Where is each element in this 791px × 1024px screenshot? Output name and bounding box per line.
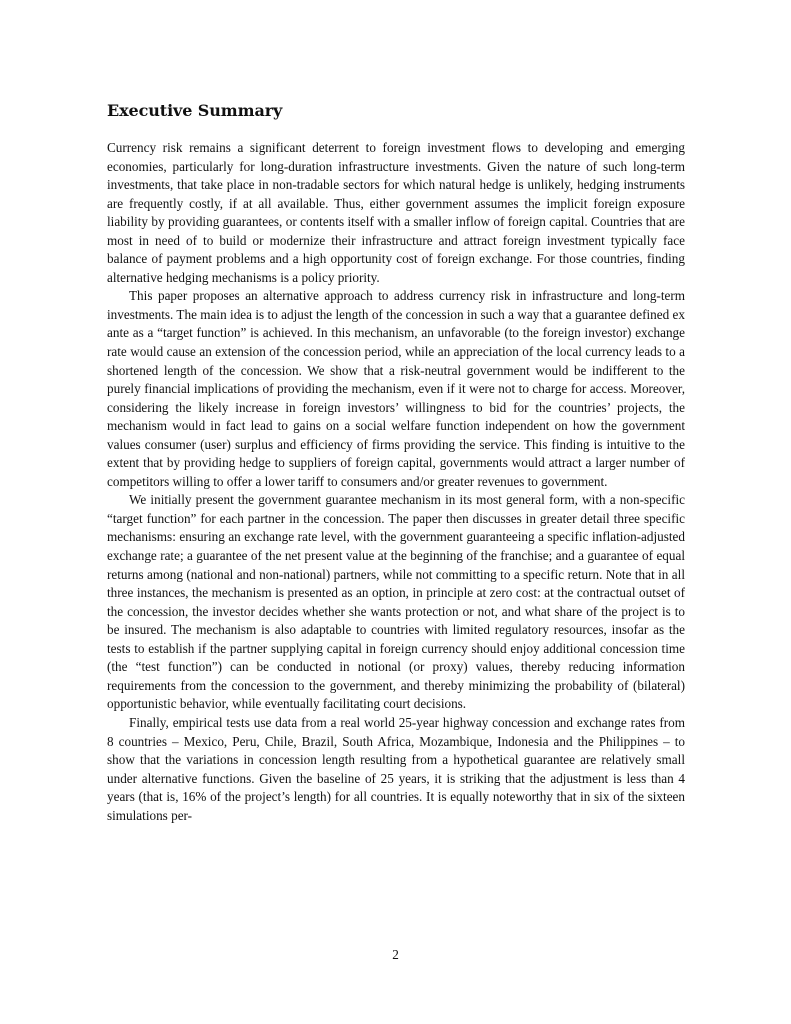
- paragraph-2: This paper proposes an alternative approach to address currency risk in infrastructure and long-term investments. The main idea is to adjust the length of the concession in such a way that a guarantee defined ex ante as a “target function” is achieved. In this mechanism, an unfavorable (to the foreign investor) exchange rate would cause an extension of the concession period, while an appreciation of the local currency leads to a shortened length of the concession. We show that a risk-neutral government would be indifferent to the purely financial implications of providing the mechanism, even if it were not to charge for access. Moreover, considering the likely increase in foreign investors’ willingness to bid for the countries’ projects, the mechanism would in fact lead to gains on a social welfare function independent on how the government values consumer (user) surplus and efficiency of firms providing the service. This finding is intuitive to the extent that by providing hedge to suppliers of foreign capital, governments would attract a larger number of competitors willing to offer a lower tariff to consumers and/or greater revenues to government.: [107, 288, 685, 489]
- paragraph-4: Finally, empirical tests use data from a real world 25-year highway concession and exchange rates from 8 countries – Mexico, Peru, Chile, Brazil, South Africa, Mozambique, Indonesia and the Philippines – to show that the variations in concession length resulting from a hypothetical guarantee are relatively small under alternative functions. Given the baseline of 25 years, it is striking that the adjustment is less than 4 years (that is, 16% of the project’s length) for all countries. It is equally noteworthy that in six of the sixteen simulations per-: [107, 714, 685, 823]
- page-number: 2: [392, 947, 399, 962]
- paragraph-1: Currency risk remains a significant deterrent to foreign investment flows to developing and emerging economies, particularly for long-duration infrastructure investments. Given the nature of such long-term investments, that take place in non-tradable sectors for which natural hedge is unlikely, hedging instruments are frequently costly, if at all available. Thus, either government assumes the implicit foreign exposure liability by providing guarantees, or contents itself with a smaller inflow of foreign capital. Countries that are most in need of to build or modernize their infrastructure and attract foreign investment typically face balance of payment problems and a high opportunity cost of foreign exchange. For those countries, finding alternative hedging mechanisms is a policy priority.: [107, 140, 685, 285]
- section-title: Executive Summary: [107, 101, 283, 120]
- page-body: [107, 101, 685, 825]
- paragraph-3: We initially present the government guarantee mechanism in its most general form, with a non-specific “target function” for each partner in the concession. The paper then discusses in greater detail three specific mechanisms: ensuring an exchange rate level, with the government guaranteeing a specific inflation-adjusted exchange rate; a guarantee of the net present value at the beginning of the franchise; and a guarantee of equal returns among (national and non-national) partners, while not committing to a specific return. Note that in all three instances, the mechanism is presented as an option, in principle at zero cost: at the contractual outset of the concession, the investor decides whether she wants protection or not, and what share of the project is to be insured. The mechanism is also adaptable to countries with limited regulatory resources, insofar as the tests to establish if the partner supplying capital in foreign currency should enjoy additional concession time (the “test function”) can be conducted in notional (or proxy) values, thereby reducing information requirements from the concession to the government, and thereby minimizing the probability of (bilateral) opportunistic behavior, while eventually facilitating court decisions.: [107, 492, 685, 712]
